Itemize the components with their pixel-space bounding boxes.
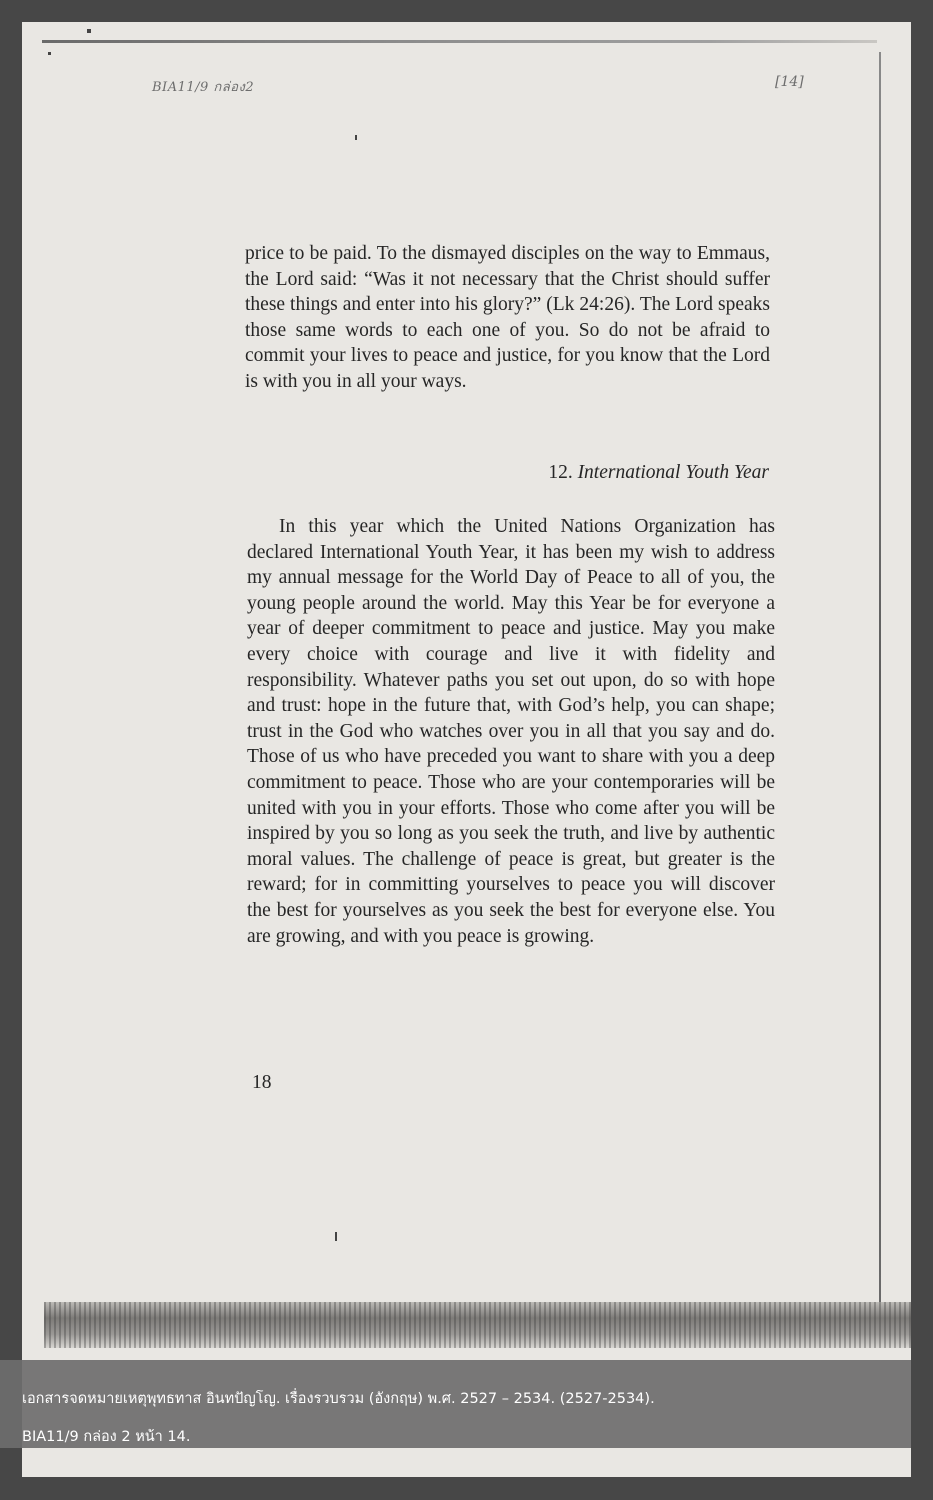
page-number: 18 (252, 1072, 272, 1093)
section-number: 12. (548, 462, 573, 483)
dust-speck (48, 52, 51, 55)
dust-speck (87, 29, 91, 33)
dust-speck (335, 1232, 337, 1241)
dust-speck (355, 135, 357, 140)
top-edge-shadow (42, 40, 877, 43)
archive-caption-bar (0, 1360, 911, 1448)
right-edge-shadow (879, 52, 881, 1312)
section-title: International Youth Year (577, 462, 769, 483)
bottom-edge-shadow (44, 1302, 911, 1348)
paragraph-continuation: price to be paid. To the dismayed disciples on the way to Emmaus, the Lord said: “Was it not necessary that the Christ should suffer these things and enter into his glory?” (Lk 24:26). The Lord speaks those same words to each one of you. So do not be afraid to commit your lives to peace and justice, for you know that the Lord is with you in all your ways. (245, 243, 770, 392)
caption-title: เอกสารจดหมายเหตุพุทธทาส อินทปัญโญ. เรื่องรวบรวม (อังกฤษ) พ.ศ. 2527 – 2534. (2527-2534). (22, 1391, 655, 1407)
scanned-page (22, 22, 911, 1477)
archive-page-mark: [14] (775, 74, 804, 90)
archive-stamp-handwritten: BIA11/9 กล่อง2 (152, 80, 255, 95)
section-heading (245, 462, 769, 484)
paragraph-youth-year: In this year which the United Nations Organization has declared International Youth Year, it has been my wish to address my annual message for the World Day of Peace to all of you, the young people around the world. May this Year be for everyone a year of deeper commitment to peace and justice. May you make every choice with courage and live it with fidelity and responsibility. Whatever paths you set out upon, do so with hope and trust: hope in the future that, with God’s help, you can shape; trust in the God who watches over you in all that you say and do. Those of us who have preceded you want to share with you a deep commitment to peace. Those who are your contemporaries will be united with you in your efforts. Those who come after you will be inspired by you so long as you seek the truth, and live by authentic moral values. The challenge of peace is great, but greater is the reward; for in committing yourselves to peace you will discover the best for yourselves as you seek the best for everyone else. You are growing, and with you peace is growing. (247, 516, 775, 947)
caption-reference: BIA11/9 กล่อง 2 หน้า 14. (22, 1429, 191, 1445)
